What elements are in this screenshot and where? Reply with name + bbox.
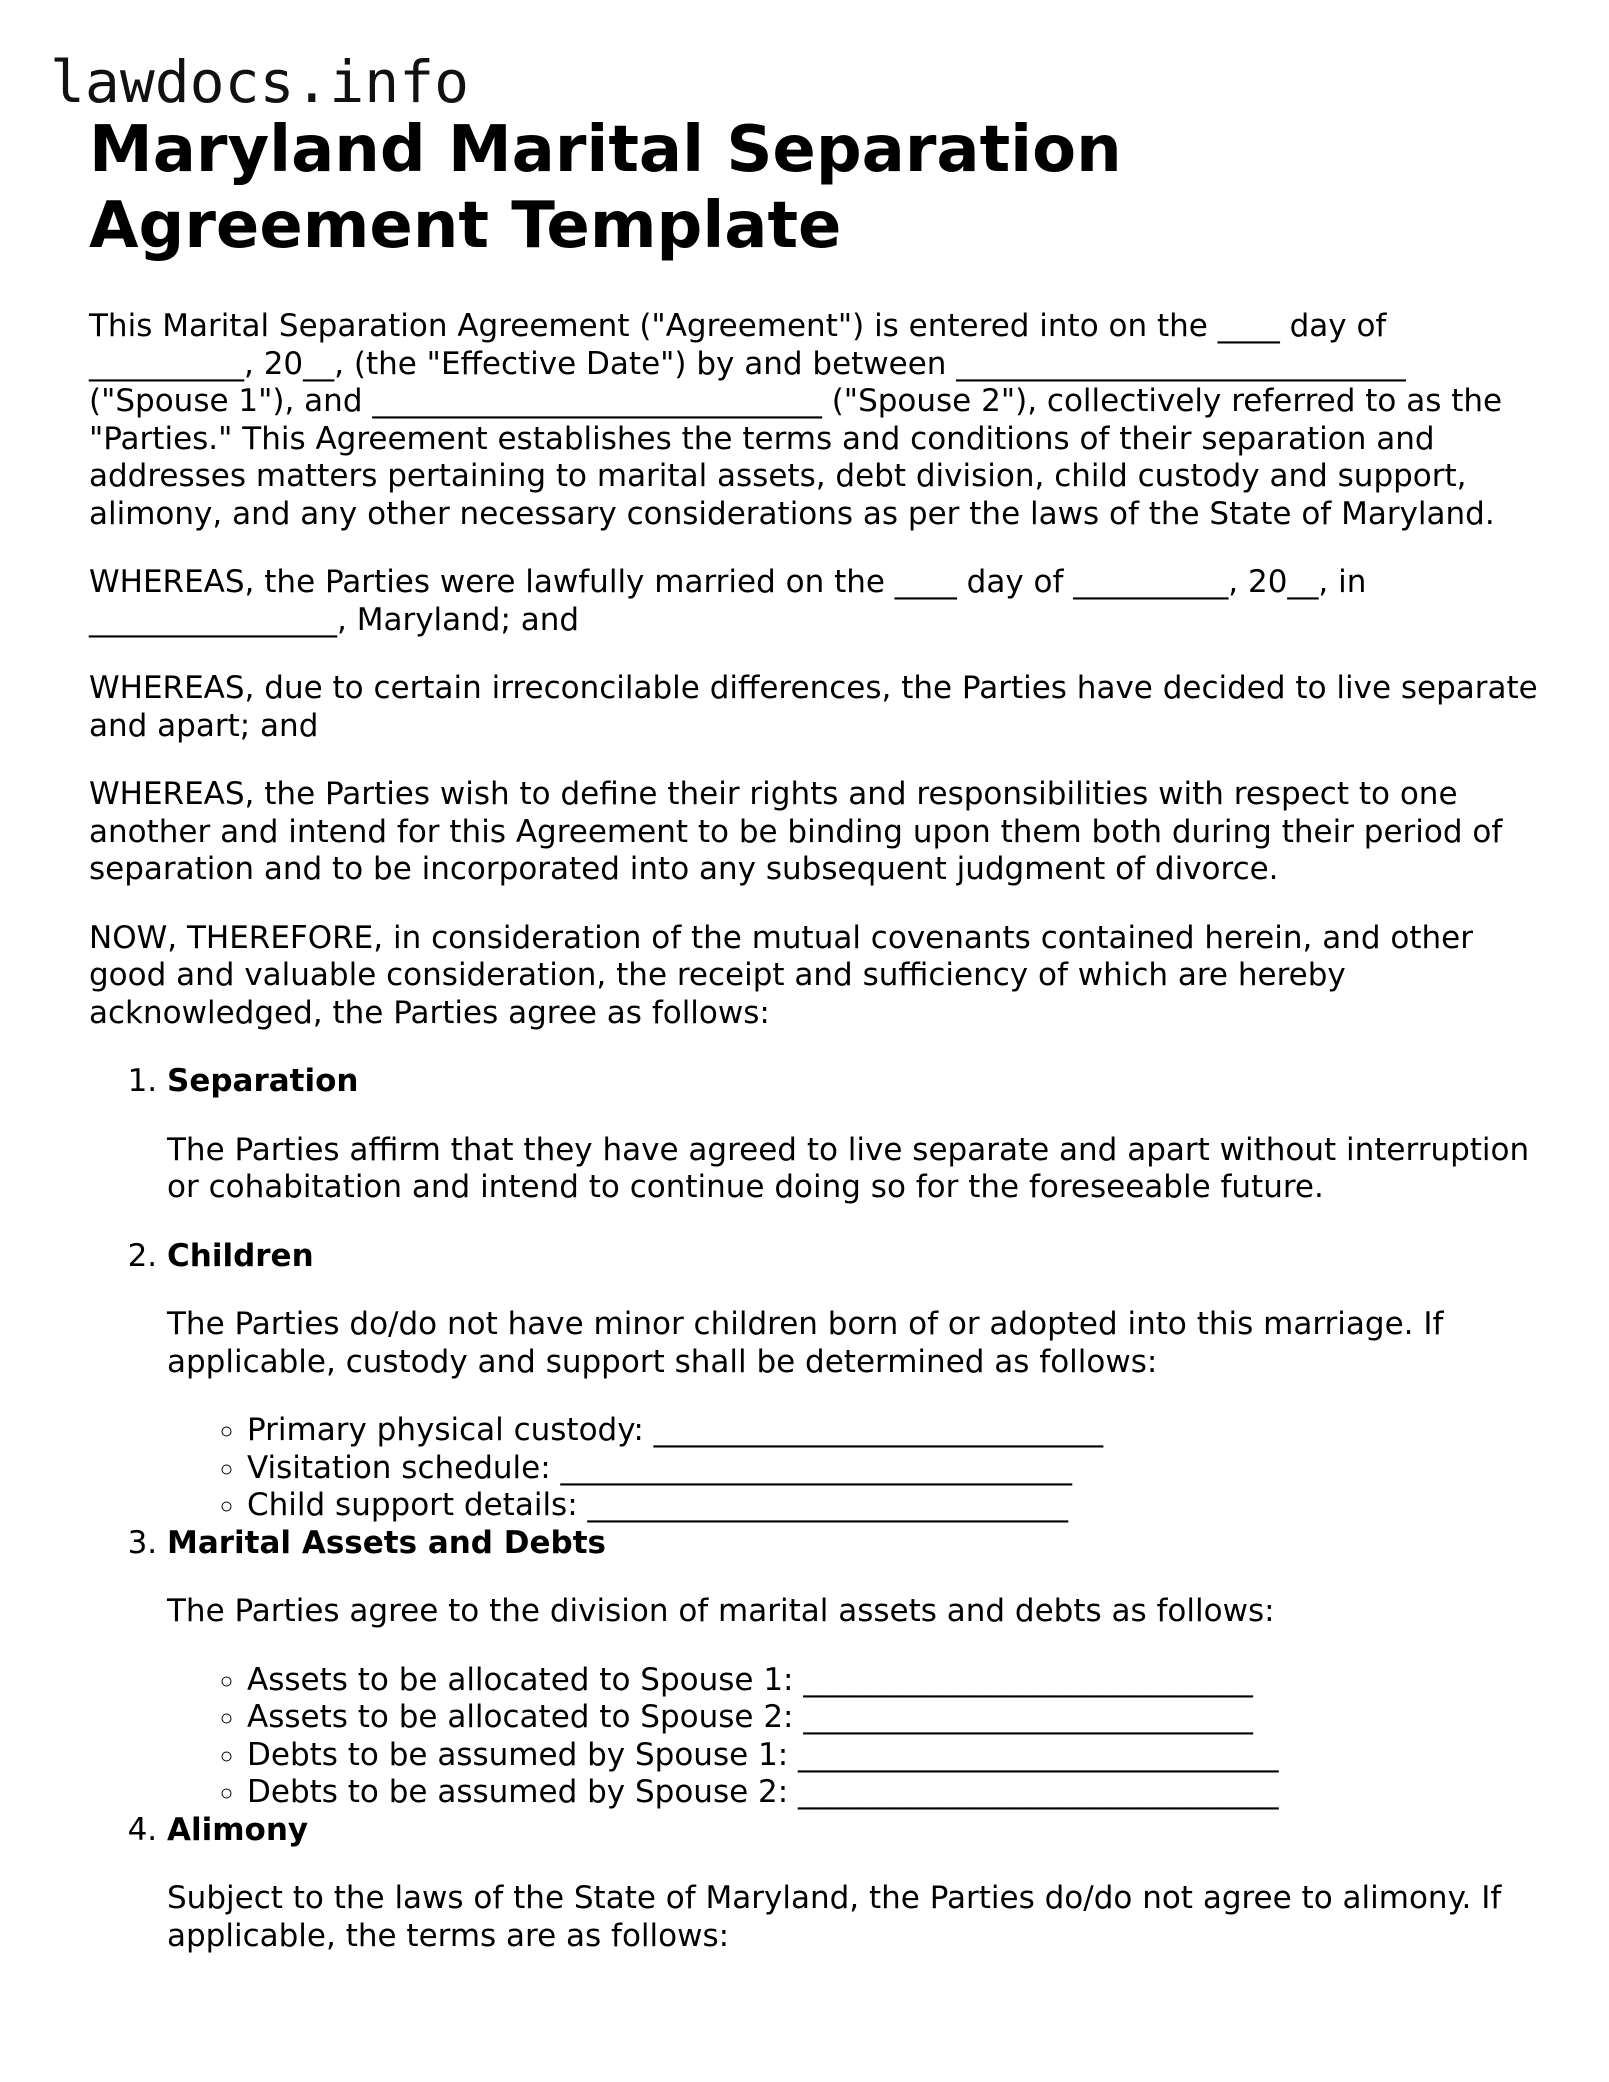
list-item: ◦ Assets to be allocated to Spouse 1: _____________________________ [247, 1662, 1539, 1700]
section-alimony [167, 1812, 1539, 1956]
whereas-married-paragraph: WHEREAS, the Parties were lawfully married on the ____ day of __________, 20__, in ________________, Maryland; and [89, 564, 1367, 638]
children-blanks-list [167, 1412, 1539, 1525]
section-title: 3. Marital Assets and Debts [167, 1524, 607, 1561]
section-title: 1. Separation [167, 1063, 359, 1099]
section-text: The Parties affirm that they have agreed to live separate and apart without interruption or cohabitation and intend to continue doing so for the foreseeable future. [167, 1131, 1530, 1205]
assets-blanks-list [167, 1662, 1539, 1812]
list-item: ◦ Child support details: _______________________________ [247, 1487, 1539, 1525]
list-item: ◦ Primary physical custody: _____________________________ [247, 1412, 1539, 1450]
whereas-binding-paragraph: WHEREAS, the Parties wish to define their rights and responsibilities with respect to one another and intend for this Agreement to be binding upon them both during their period of separation and to be incorporated into any subsequent judgment of divorce. [89, 776, 1503, 887]
section-text: The Parties agree to the division of marital assets and debts as follows: [167, 1593, 1275, 1629]
section-assets-debts [167, 1525, 1539, 1812]
whereas-differences-paragraph: WHEREAS, due to certain irreconcilable differences, the Parties have decided to live separate and apart; and [89, 670, 1538, 744]
section-title: 2. Children [167, 1237, 314, 1274]
section-title: 4. Alimony [167, 1811, 309, 1848]
site-watermark: lawdocs.info [50, 48, 470, 116]
section-children [167, 1238, 1539, 1525]
document-body [89, 112, 1539, 1986]
list-item: ◦ Debts to be assumed by Spouse 1: _______________________________ [247, 1737, 1539, 1775]
list-item: ◦ Visitation schedule: _________________________________ [247, 1450, 1539, 1488]
section-separation [167, 1063, 1539, 1207]
section-text: The Parties do/do not have minor children born of or adopted into this marriage. If applicable, custody and support shall be determined as follows: [167, 1306, 1444, 1380]
section-text: Subject to the laws of the State of Maryland, the Parties do/do not agree to alimony. If applicable, the terms are as follows: [167, 1880, 1502, 1954]
document-title: Maryland Marital Separation Agreement Template [89, 113, 1122, 263]
sections-list [89, 1063, 1539, 1955]
intro-paragraph: This Marital Separation Agreement ("Agreement") is entered into on the ____ day of __________, 20__, (the "Effective Date") by and between _____________________________ ("Spouse 1"), and _____________________________ ("Spouse 2"), collectively referred to as the "Parties." This Agreement establishes the terms and conditions of their separation and addresses matters pertaining to marital assets, debt division, child custody and support, alimony, and any other necessary considerations as per the laws of the State of Maryland. [89, 308, 1503, 532]
list-item: ◦ Assets to be allocated to Spouse 2: _____________________________ [247, 1699, 1539, 1737]
now-therefore-paragraph: NOW, THEREFORE, in consideration of the mutual covenants contained herein, and other good and valuable consideration, the receipt and sufficiency of which are hereby acknowledged, the Parties agree as follows: [89, 919, 1473, 1031]
list-item: ◦ Debts to be assumed by Spouse 2: _______________________________ [247, 1774, 1539, 1812]
